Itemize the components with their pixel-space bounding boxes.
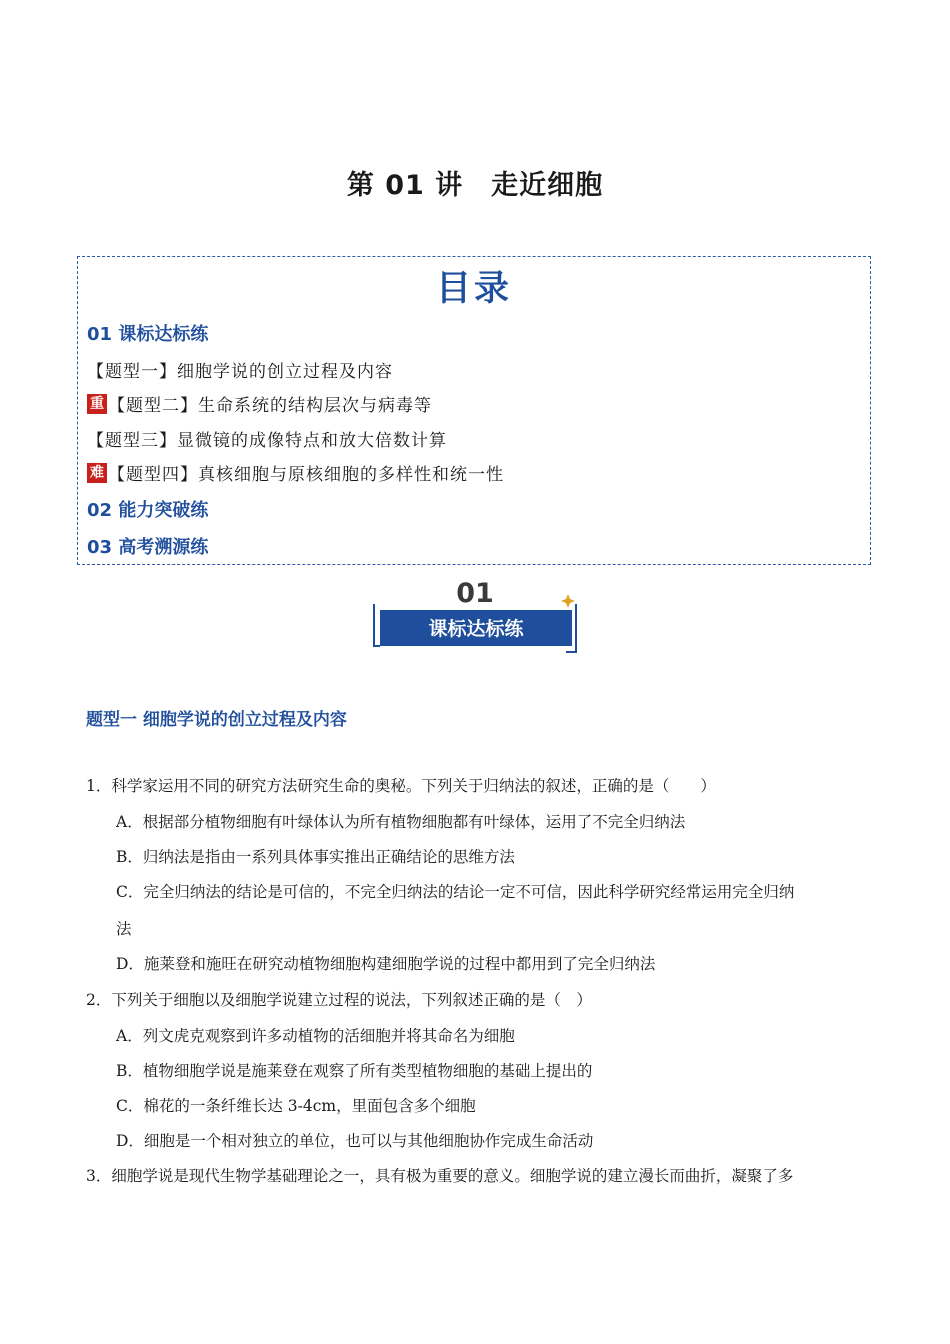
toc-item-type-2[interactable] <box>87 391 432 416</box>
banner-bracket-left <box>374 604 380 646</box>
sparkle-icon <box>561 594 575 608</box>
page-title: 第 01 讲 走近细胞 <box>346 170 604 201</box>
toc-item-label: 【题型二】生命系统的结构层次与病毒等 <box>108 396 432 416</box>
table-of-contents <box>77 256 871 565</box>
toc-item-type-3[interactable] <box>87 426 447 451</box>
difficult-badge: 难 <box>87 463 107 483</box>
toc-item-label: 【题型四】真核细胞与原核细胞的多样性和统一性 <box>108 465 504 485</box>
question-1-option-b: B．归纳法是指由一系列具体事实推出正确结论的思维方法 <box>116 848 515 866</box>
question-2-option-b: B．植物细胞学说是施莱登在观察了所有类型植物细胞的基础上提出的 <box>116 1062 593 1080</box>
question-1-option-c: C．完全归纳法的结论是可信的，不完全归纳法的结论一定不可信，因此科学研究经常运用完全归纳 <box>116 883 795 901</box>
question-3-stem: 3．细胞学说是现代生物学基础理论之一，具有极为重要的意义。细胞学说的建立漫长而曲折，凝聚了多 <box>86 1167 794 1185</box>
toc-heading: 目录 <box>435 269 512 309</box>
banner-label: 课标达标练 <box>428 618 524 640</box>
banner-number: 01 <box>456 578 494 609</box>
question-1-option-a: A．根据部分植物细胞有叶绿体认为所有植物细胞都有叶绿体，运用了不完全归纳法 <box>116 813 686 831</box>
question-2-stem: 2．下列关于细胞以及细胞学说建立过程的说法，下列叙述正确的是（ ） <box>86 991 592 1009</box>
question-2-option-c: C．棉花的一条纤维长达 3-4cm，里面包含多个细胞 <box>116 1097 476 1115</box>
toc-item-label: 【题型三】显微镜的成像特点和放大倍数计算 <box>87 431 447 451</box>
question-1-option-c-continued: 法 <box>116 920 132 938</box>
toc-item-label: 【题型一】细胞学说的创立过程及内容 <box>87 362 393 382</box>
question-1-option-d: D．施莱登和施旺在研究动植物细胞构建细胞学说的过程中都用到了完全归纳法 <box>116 955 656 973</box>
toc-section-2[interactable]: 02 能力突破练 <box>87 500 209 521</box>
section-banner <box>370 574 580 654</box>
question-2-option-a: A．列文虎克观察到许多动植物的活细胞并将其命名为细胞 <box>116 1027 515 1045</box>
toc-section-1[interactable]: 01 课标达标练 <box>87 324 209 345</box>
question-2-option-d: D．细胞是一个相对独立的单位，也可以与其他细胞协作完成生命活动 <box>116 1132 594 1150</box>
question-1-stem: 1．科学家运用不同的研究方法研究生命的奥秘。下列关于归纳法的叙述，正确的是（ ） <box>86 777 716 795</box>
toc-section-3[interactable]: 03 高考溯源练 <box>87 537 209 558</box>
toc-item-type-4[interactable] <box>87 460 504 485</box>
important-badge: 重 <box>87 394 107 414</box>
question-type-heading: 题型一 细胞学说的创立过程及内容 <box>86 710 347 730</box>
toc-item-type-1[interactable] <box>87 357 393 382</box>
